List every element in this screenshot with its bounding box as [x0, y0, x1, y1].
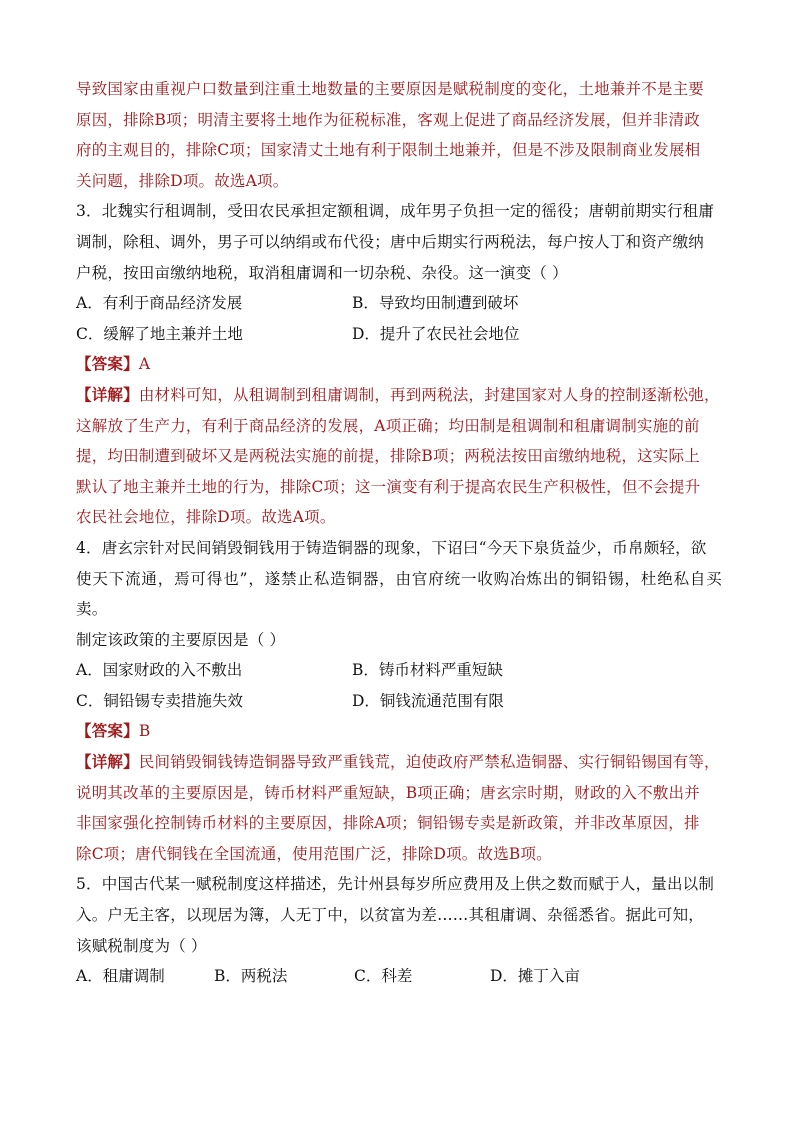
option-d: D．铜钱流通范围有限	[352, 691, 504, 710]
option-a: A．租庸调制	[76, 967, 165, 986]
option-d: D．提升了农民社会地位	[352, 324, 520, 343]
detail-line: 默认了地主兼并土地的行为，排除C项；这一演变有利于提高农民生产积极性，但不会提升	[76, 477, 701, 496]
answer-value: B	[138, 722, 151, 741]
detail-line: 农民社会地位，排除D项。故选A项。	[76, 508, 336, 527]
prev-explanation-line: 关问题，排除D项。故选A项。	[76, 171, 289, 190]
prev-explanation	[76, 74, 722, 196]
options-row	[76, 288, 722, 319]
option-a: A．有利于商品经济发展	[76, 294, 243, 313]
option-c: C．缓解了地主兼并土地	[76, 324, 243, 343]
detail-line: 非国家强化控制铸币材料的主要原因，排除A项；铜铅锡专卖是新政策，并非改革原因，排	[76, 814, 700, 833]
question-stem-line: 制定该政策的主要原因是（ ）	[76, 630, 286, 649]
answer-value: A	[138, 355, 151, 374]
options-row	[76, 686, 722, 717]
answer-label: 【答案】	[76, 721, 139, 741]
detail-label: 【详解】	[76, 384, 139, 404]
options-row	[76, 655, 722, 686]
answer-line	[76, 349, 722, 380]
detail-line: 除C项；唐代铜钱在全国流通，使用范围广泛，排除D项。故选B项。	[76, 844, 552, 863]
option-a: A．国家财政的入不敷出	[76, 661, 243, 680]
detail-line	[76, 380, 722, 411]
detail-line: 提，均田制遭到破坏又是两税法实施的前提，排除B项；两税法按田亩缴纳地税，这实际上	[76, 447, 700, 466]
detail-text: 由材料可知，从租调制到租庸调制，再到两税法，封建国家对人身的控制逐渐松弛，	[138, 385, 720, 404]
detail-line	[76, 747, 722, 778]
option-c: C．铜铅锡专卖措施失效	[76, 691, 243, 710]
detail-line: 说明其改革的主要原因是，铸币材料严重短缺，B项正确；唐玄宗时期，财政的入不敷出并	[76, 783, 700, 802]
option-b: B．铸币材料严重短缺	[352, 661, 503, 680]
detail-text: 民间销毁铜钱铸造铜器导致严重钱荒，迫使政府严禁私造铜器、实行铜铅锡国有等，	[138, 753, 720, 772]
prev-explanation-line: 原因，排除B项；明清主要将土地作为征税标准，客观上促进了商品经济发展，但并非清政	[76, 110, 700, 129]
question-3	[76, 196, 722, 533]
options-row	[76, 319, 722, 350]
options-row	[76, 961, 722, 992]
question-stem-line: 4．唐玄宗针对民间销毁铜钱用于铸造铜器的现象，下诏曰“今天下泉货益少，币帛颇轻，欲	[76, 538, 707, 557]
question-stem-line: 3．北魏实行租调制，受田农民承担定额租调，成年男子负担一定的徭役；唐朝前期实行租庸	[76, 202, 715, 221]
prev-explanation-line: 府的主观目的，排除C项；国家清丈土地有利于限制土地兼并，但是不涉及限制商业发展相	[76, 141, 701, 160]
question-stem-line: 5．中国古代某一赋税制度这样描述，先计州县每岁所应费用及上供之数而赋于人，量出以制	[76, 875, 715, 894]
answer-label: 【答案】	[76, 354, 139, 374]
prev-explanation-line: 导致国家由重视户口数量到注重土地数量的主要原因是赋税制度的变化，土地兼并不是主要	[76, 80, 705, 98]
option-b: B．导致均田制遭到破坏	[352, 294, 519, 313]
detail-line: 这解放了生产力，有利于商品经济的发展，A项正确；均田制是租调制和租庸调制实施的前	[76, 416, 700, 435]
option-b: B．两税法	[214, 967, 288, 986]
detail-label: 【详解】	[76, 752, 139, 772]
question-stem-line: 使天下流通，焉可得也”，遂禁止私造铜器，由官府统一收购冶炼出的铜铅锡，杜绝私自买卖。	[76, 569, 722, 619]
question-stem-line: 该赋税制度为（ ）	[76, 936, 207, 955]
question-4	[76, 533, 722, 870]
option-d: D．摊丁入亩	[490, 967, 580, 986]
question-5	[76, 869, 722, 991]
option-c: C．科差	[354, 967, 413, 986]
question-stem-line: 调制，除租、调外，男子可以纳绢或布代役；唐中后期实行两税法，每户按人丁和资产缴纳	[76, 232, 705, 251]
question-stem-line: 入。户无主客，以现居为簿，人无丁中，以贫富为差……其租庸调、杂徭悉省。据此可知，	[76, 906, 705, 925]
answer-line	[76, 716, 722, 747]
question-stem-line: 户税，按田亩缴纳地税，取消租庸调和一切杂税、杂役。这一演变（ ）	[76, 263, 568, 282]
